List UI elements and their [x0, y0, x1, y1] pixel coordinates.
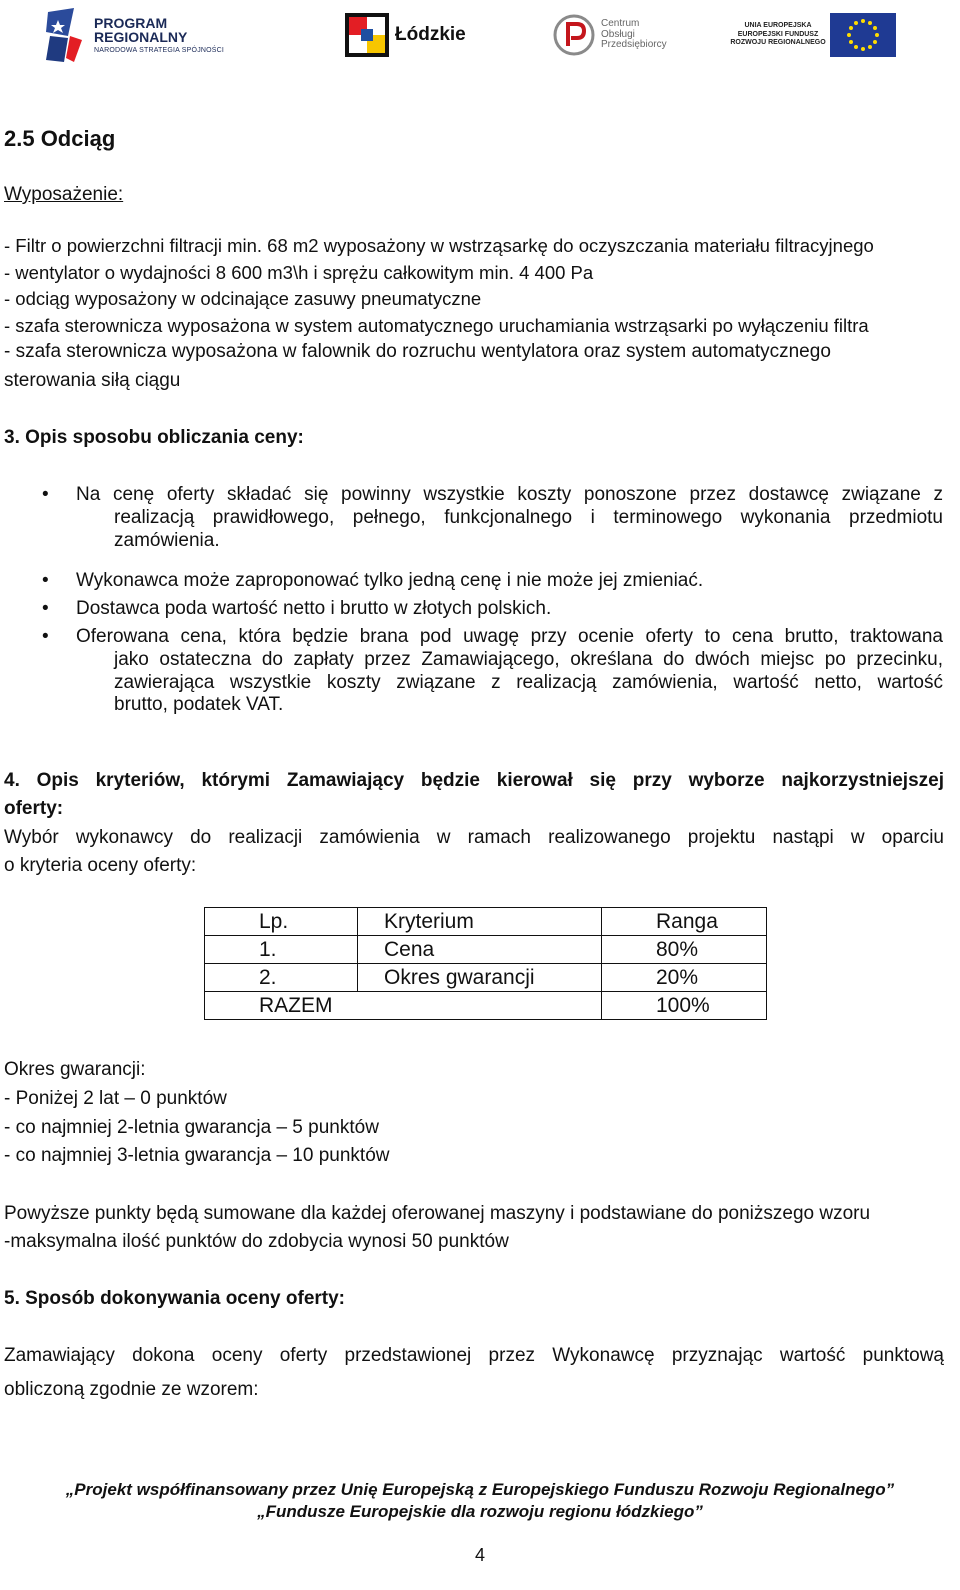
section-3-heading: 3. Opis sposobu obliczania ceny:: [4, 427, 304, 448]
cop-logo-line1: Centrum: [601, 18, 640, 30]
points-summary: Powyższe punkty będą sumowane dla każdej oferowanej maszyny i podstawiane do poniższego wzoru: [4, 1203, 871, 1224]
bullet-text: brutto, podatek VAT.: [114, 694, 284, 716]
centrum-obslugi-logo: [553, 6, 678, 64]
warranty-label: Okres gwarancji:: [4, 1059, 146, 1080]
lodzkie-logo: [345, 6, 475, 64]
table-cell: Okres gwarancji: [358, 964, 602, 992]
equipment-line: sterowania siłą ciągu: [4, 370, 181, 391]
bullet-text: Oferowana cena, która będzie brana pod uwagę przy ocenie oferty to cena brutto, traktowana: [76, 626, 943, 647]
bullet-icon: •: [42, 598, 49, 619]
eu-logo-line2: EUROPEJSKI FUNDUSZ: [737, 30, 819, 38]
eu-logo: [728, 6, 908, 64]
lodzkie-emblem-icon: [345, 13, 389, 57]
bullet-text: zamówienia.: [114, 529, 220, 551]
bullet-icon: •: [42, 626, 49, 647]
section-4-intro-cont: o kryteria oceny oferty:: [4, 855, 197, 876]
section-4-heading: 4. Opis kryteriów, którymi Zamawiający będzie kierował się przy wyborze najkorzystniejszej: [4, 770, 944, 791]
bullet-text: jako ostateczna do zapłaty przez Zamawiającego, określana do dwóch miejsc po przecinku,: [114, 648, 943, 670]
section-2-5-heading: 2.5 Odciąg: [4, 126, 116, 151]
program-logo-line1: PROGRAM: [94, 15, 168, 31]
warranty-line: - Poniżej 2 lat – 0 punktów: [4, 1088, 227, 1109]
table-header-cell: Ranga: [602, 908, 767, 936]
eu-logo-line3: ROZWOJU REGIONALNEGO: [730, 39, 826, 47]
equipment-line: - wentylator o wydajności 8 600 m3\h i sprężu całkowitym min. 4 400 Pa: [4, 262, 594, 283]
criteria-table: [204, 907, 767, 1020]
table-cell: 80%: [602, 936, 767, 964]
table-cell: Cena: [358, 936, 602, 964]
eu-logo-line1: UNIA EUROPEJSKA: [744, 21, 812, 29]
table-header-cell: Kryterium: [358, 908, 602, 936]
table-total-label: RAZEM: [205, 992, 358, 1020]
footer-line: „Projekt współfinansowany przez Unię Europejską z Europejskiego Funduszu Rozwoju Regionalnego”: [65, 1480, 895, 1499]
table-total-row: [205, 992, 767, 1020]
table-row: [205, 964, 767, 992]
program-logo-line3: NARODOWA STRATEGIA SPÓJNOŚCI: [94, 47, 225, 54]
warranty-line: - co najmniej 3-letnia gwarancja – 10 punktów: [4, 1145, 390, 1166]
section-5-heading: 5. Sposób dokonywania oceny oferty:: [4, 1288, 346, 1309]
table-cell: 1.: [205, 936, 358, 964]
eu-flag-icon: [830, 13, 896, 57]
bullet-text: Dostawca poda wartość netto i brutto w złotych polskich.: [76, 598, 552, 619]
cop-emblem-icon: [553, 12, 595, 58]
warranty-line: - co najmniej 2-letnia gwarancja – 5 punktów: [4, 1117, 379, 1138]
section-5-text-cont: obliczoną zgodnie ze wzorem:: [4, 1379, 259, 1400]
points-summary-cont: -maksymalna ilość punktów do zdobycia wynosi 50 punktów: [4, 1231, 509, 1252]
bullet-text: zawierająca wszystkie koszty związane z realizacją zamówienia, wartość netto, wartość: [114, 671, 943, 693]
table-header-cell: Lp.: [205, 908, 358, 936]
footer-line: „Fundusze Europejskie dla rozwoju regionu łódzkiego”: [257, 1502, 703, 1521]
bullet-text: realizacją prawidłowego, pełnego, funkcjonalnego i terminowego wykonania przedmiotu: [114, 506, 943, 528]
equipment-label: Wyposażenie:: [4, 184, 124, 205]
table-header-row: [205, 908, 767, 936]
section-4-heading-cont: oferty:: [4, 798, 64, 819]
bullet-text: Na cenę oferty składać się powinny wszystkie koszty ponoszone przez dostawcę związane z: [76, 484, 943, 505]
table-cell: 20%: [602, 964, 767, 992]
bullet-icon: •: [42, 484, 49, 505]
table-cell: 2.: [205, 964, 358, 992]
program-regionalny-logo: [44, 6, 234, 64]
table-cell-empty: [358, 992, 602, 1020]
header-logos: [0, 0, 960, 70]
equipment-line: - szafa sterownicza wyposażona w falownik do rozruchu wentylatora oraz system automatycznego: [4, 341, 831, 362]
bullet-icon: •: [42, 570, 49, 591]
section-5-text: Zamawiający dokona oceny oferty przedstawionej przez Wykonawcę przyznając wartość punktową: [4, 1345, 944, 1366]
equipment-line: - szafa sterownicza wyposażona w system automatycznego uruchamiania wstrząsarki po wyłączeniu filtra: [4, 315, 869, 336]
equipment-line: - Filtr o powierzchni filtracji min. 68 m2 wyposażony w wstrząsarkę do oczyszczania materiału filtracyjnego: [4, 235, 874, 256]
equipment-line: - odciąg wyposażony w odcinające zasuwy pneumatyczne: [4, 288, 482, 309]
section-4-intro: Wybór wykonawcy do realizacji zamówienia w ramach realizowanego projektu nastąpi w oparciu: [4, 827, 944, 848]
program-logo-line2: REGIONALNY: [94, 29, 188, 45]
table-total-value: 100%: [602, 992, 767, 1020]
bullet-text: Wykonawca może zaproponować tylko jedną cenę i nie może jej zmieniać.: [76, 570, 704, 591]
table-row: [205, 936, 767, 964]
program-regionalny-emblem-icon: [44, 6, 86, 64]
cop-logo-line3: Przedsiębiorcy: [601, 39, 667, 51]
lodzkie-logo-text: Łódzkie: [395, 24, 466, 45]
page-number: 4: [474, 1545, 485, 1565]
cop-logo-line2: Obsługi: [601, 28, 635, 40]
